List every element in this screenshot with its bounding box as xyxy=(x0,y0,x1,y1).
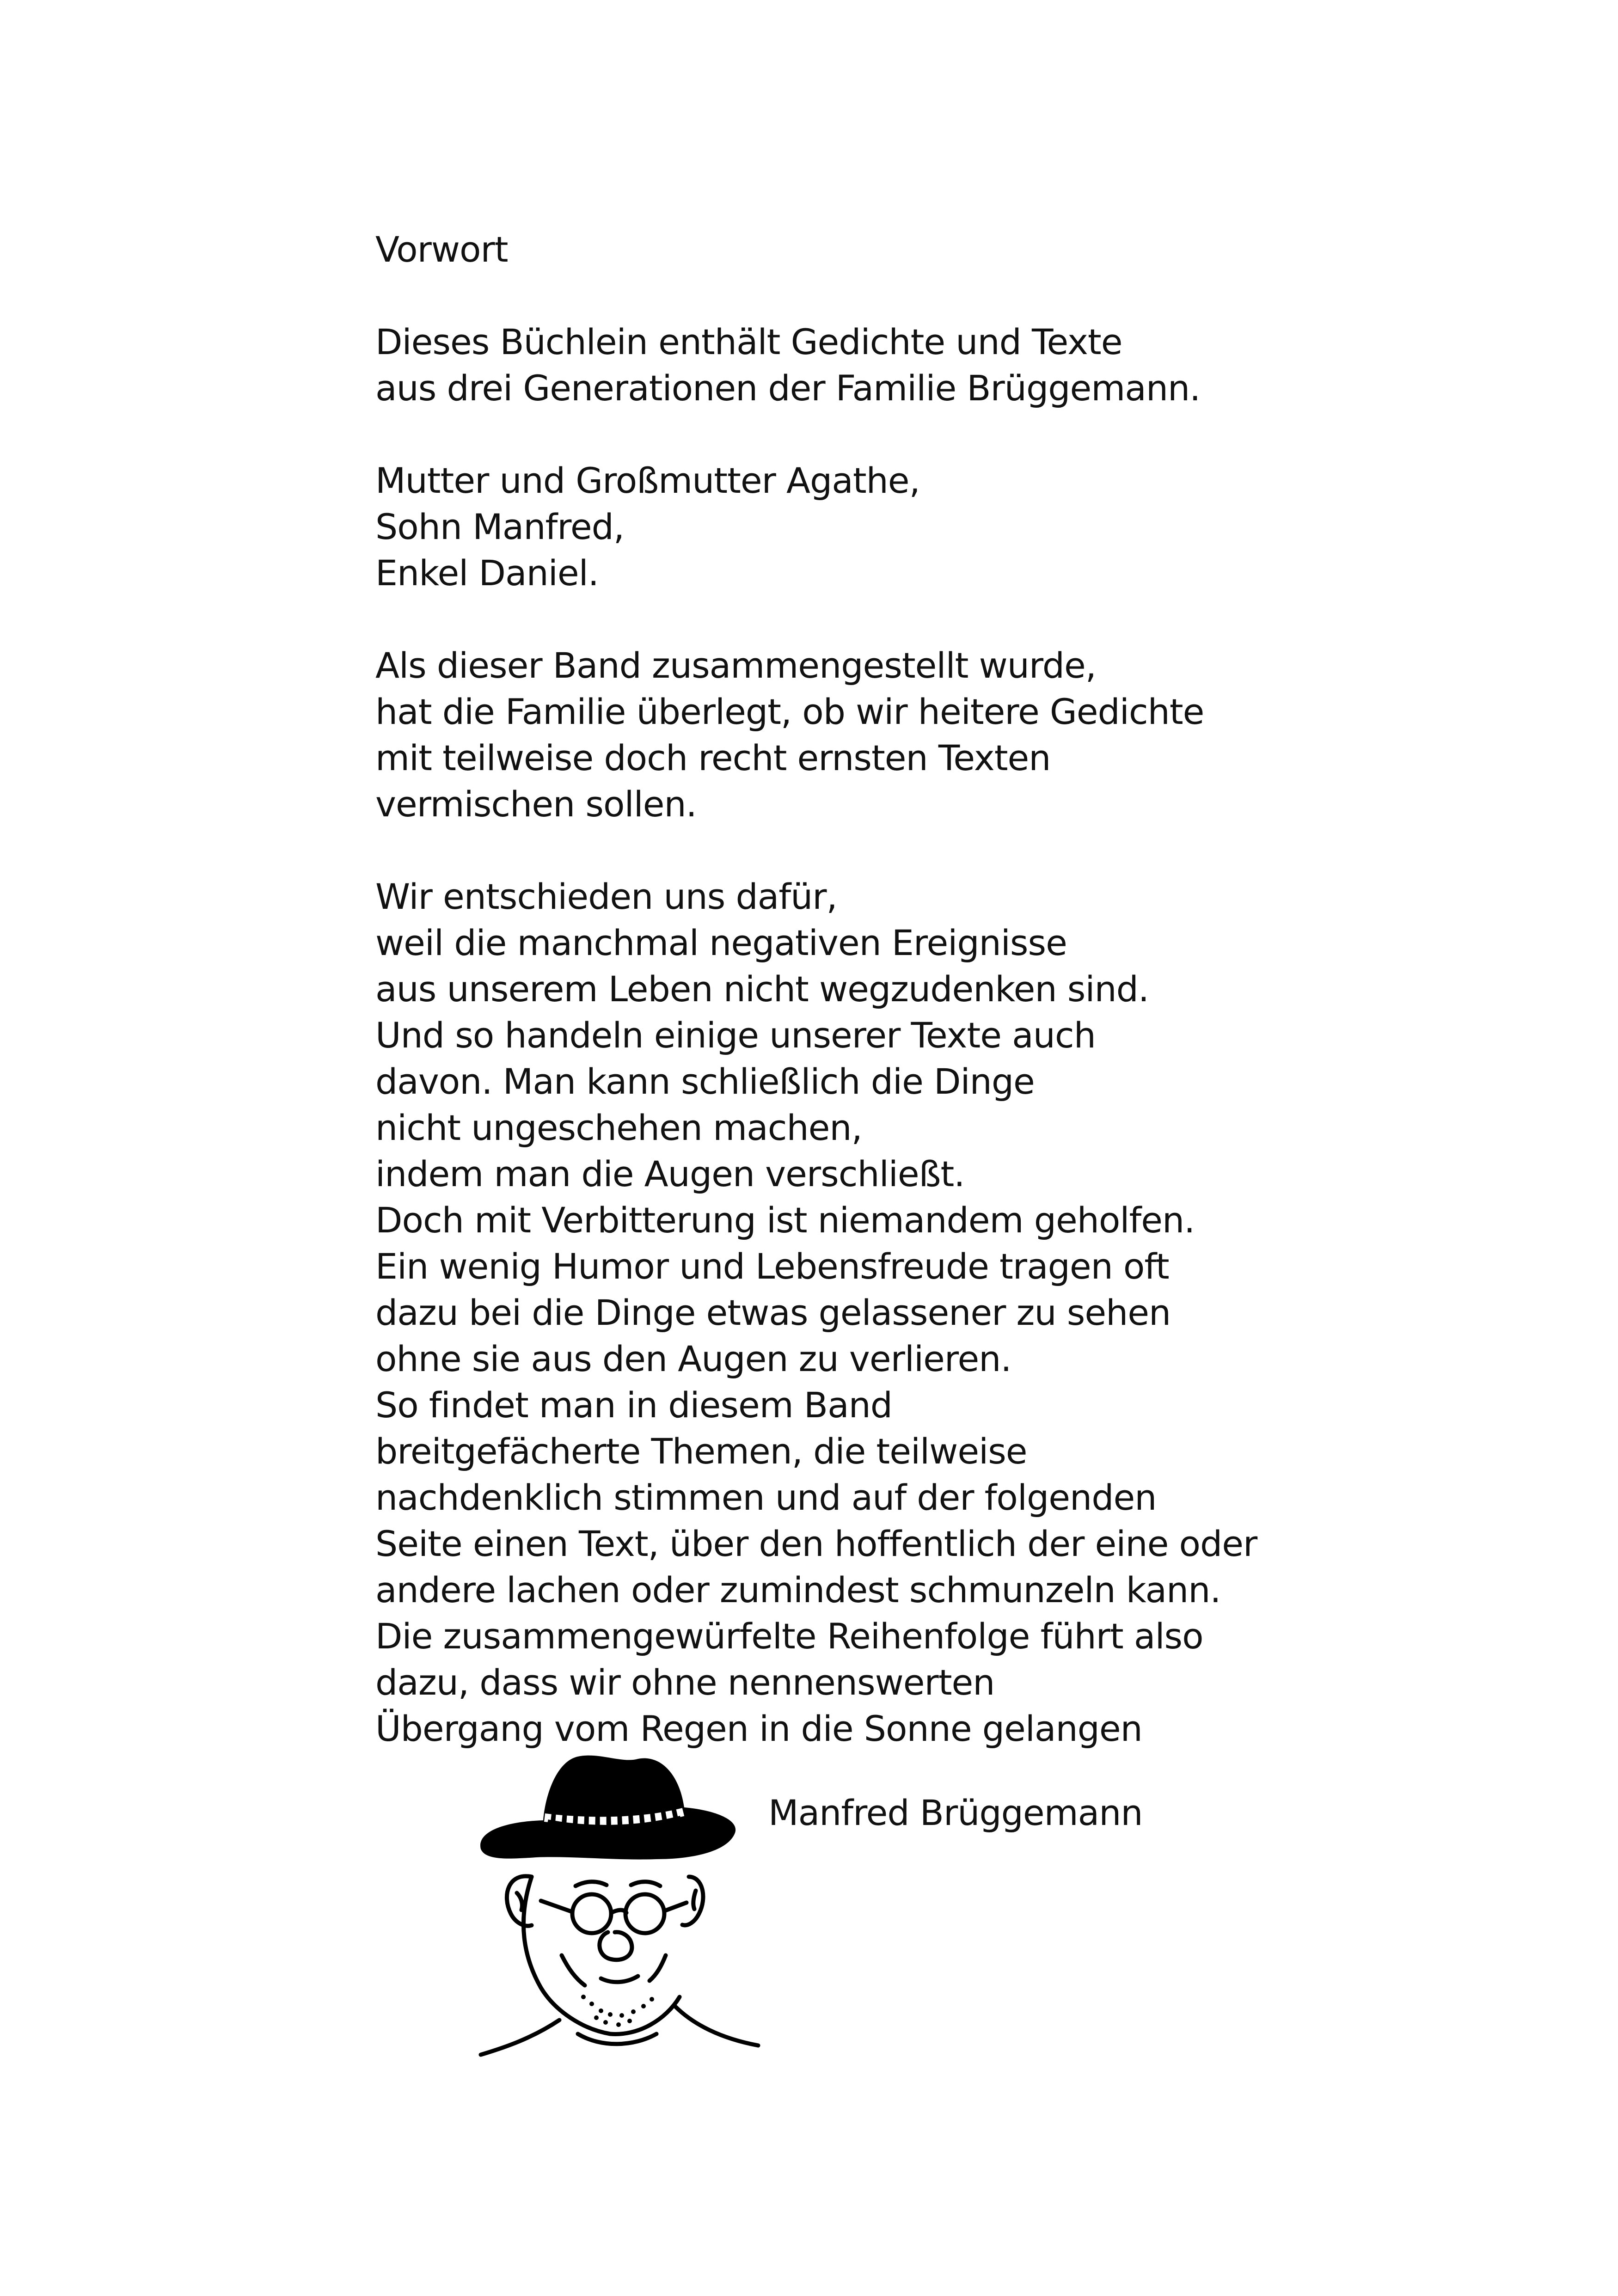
text-line: Ein wenig Humor und Lebensfreude tragen oft xyxy=(375,1246,1169,1287)
text-line: Und so handeln einige unserer Texte auch xyxy=(375,1015,1096,1056)
page-title: Vorwort xyxy=(375,229,508,270)
text-line: Doch mit Verbitterung ist niemandem geholfen. xyxy=(375,1200,1195,1241)
portrait-drawing-icon xyxy=(462,1738,767,2071)
text-line: andere lachen oder zumindest schmunzeln kann. xyxy=(375,1569,1221,1610)
paragraph-gap xyxy=(375,411,1439,458)
shoulders xyxy=(481,2020,559,2055)
paragraph-gap xyxy=(375,596,1439,643)
paragraph xyxy=(375,643,1439,827)
text-line: mit teilweise doch recht ernsten Texten xyxy=(375,737,1051,778)
text-line: Sohn Manfred, xyxy=(375,506,625,547)
text-line: dazu bei die Dinge etwas gelassener zu sehen xyxy=(375,1292,1171,1333)
hat xyxy=(480,1756,735,1860)
nose xyxy=(600,1932,632,1960)
right-lens xyxy=(625,1894,664,1933)
text-line: nicht ungeschehen machen, xyxy=(375,1107,862,1148)
text-line: davon. Man kann schließlich die Dinge xyxy=(375,1061,1035,1102)
text-line: ohne sie aus den Augen zu verlieren. xyxy=(375,1338,1011,1379)
paragraph xyxy=(375,319,1439,411)
text-line: aus drei Generationen der Familie Brüggemann. xyxy=(375,367,1201,409)
text-line: Seite einen Text, über den hoffentlich der eine oder xyxy=(375,1523,1257,1564)
text-line: So findet man in diesem Band xyxy=(375,1384,893,1426)
text-line: nachdenklich stimmen und auf der folgenden xyxy=(375,1477,1157,1518)
text-line: hat die Familie überlegt, ob wir heitere Gedichte xyxy=(375,691,1204,732)
text-line: Dieses Büchlein enthält Gedichte und Texte xyxy=(375,321,1122,362)
text-line: indem man die Augen verschließt. xyxy=(375,1153,965,1194)
text-line: Als dieser Band zusammengestellt wurde, xyxy=(375,645,1096,686)
left-lens xyxy=(572,1894,611,1933)
text-line: Enkel Daniel. xyxy=(375,552,599,594)
paragraph xyxy=(375,874,1439,1752)
paragraph-gap xyxy=(375,827,1439,874)
text-line: Übergang vom Regen in die Sonne gelangen xyxy=(375,1708,1142,1749)
text-line: Mutter und Großmutter Agathe, xyxy=(375,460,920,501)
text-line: Die zusammengewürfelte Reihenfolge führt also xyxy=(375,1616,1203,1657)
text-line: vermischen sollen. xyxy=(375,784,697,825)
text-line: breitgefächerte Themen, die teilweise xyxy=(375,1431,1027,1472)
foreword-body xyxy=(375,319,1439,1752)
text-line: Wir entschieden uns dafür, xyxy=(375,876,837,917)
paragraph xyxy=(375,458,1439,596)
foreword-text xyxy=(375,227,1439,1752)
text-line: dazu, dass wir ohne nennenswerten xyxy=(375,1662,995,1703)
text-line: weil die manchmal negativen Ereignisse xyxy=(375,922,1067,963)
author-signature: Manfred Brüggemann xyxy=(768,1792,1143,1833)
text-line: aus unserem Leben nicht wegzudenken sind. xyxy=(375,968,1149,1010)
